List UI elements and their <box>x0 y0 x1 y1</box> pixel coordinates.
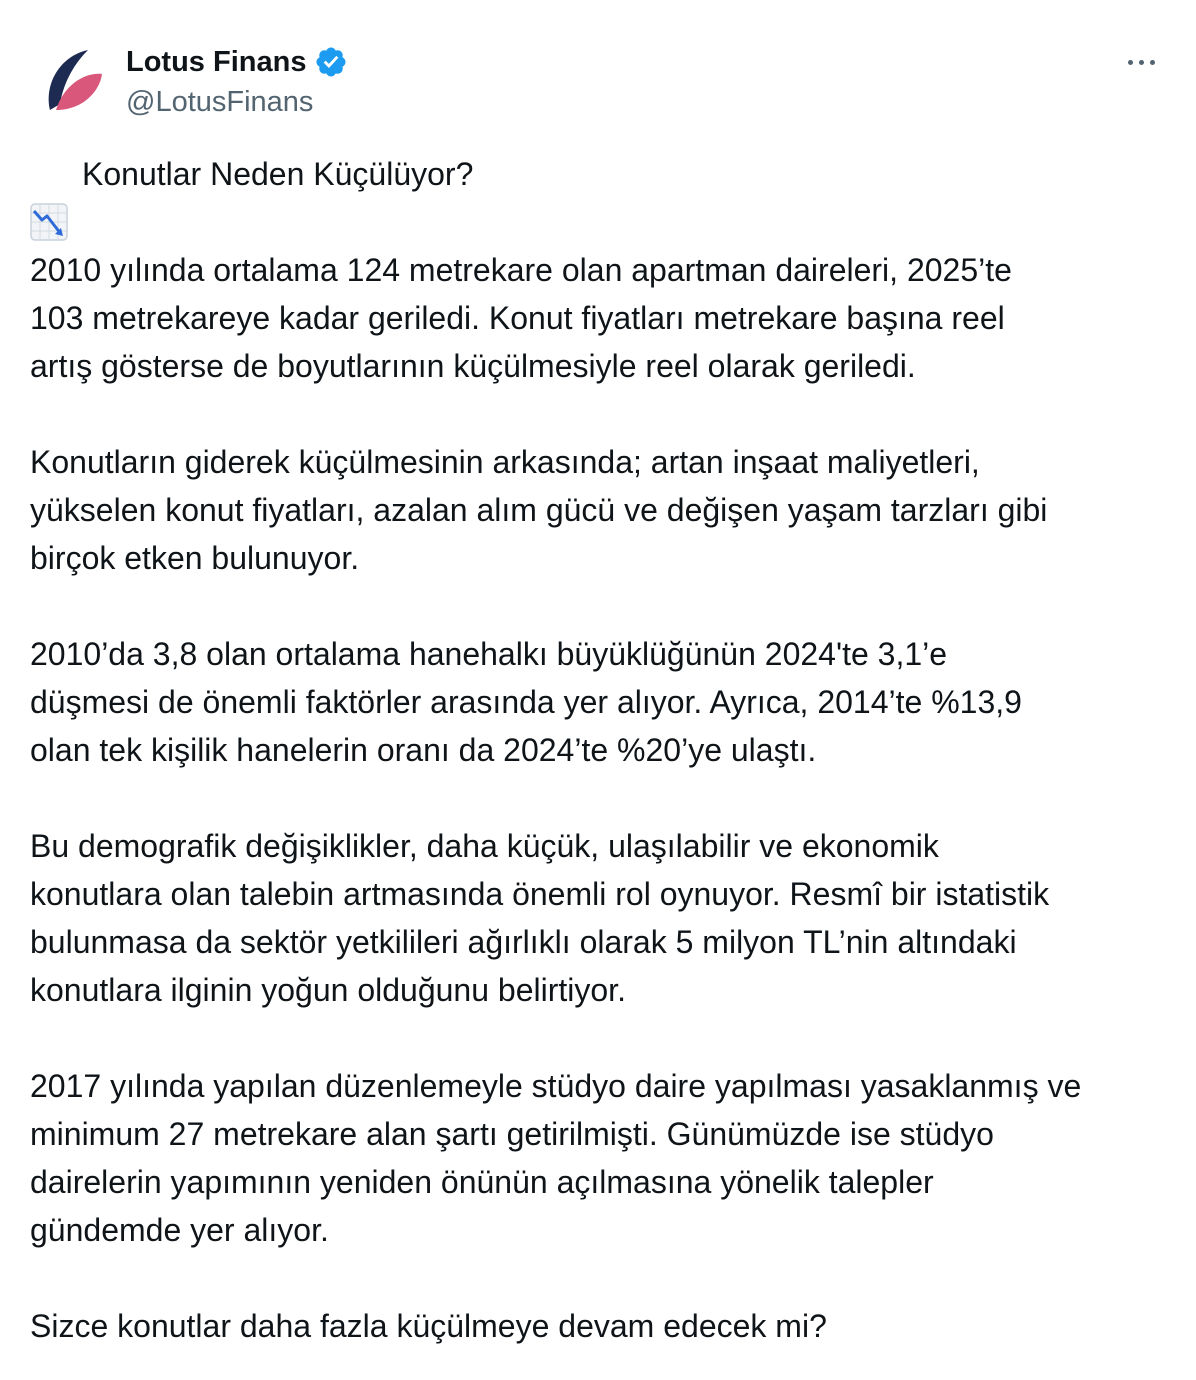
chart-decreasing-emoji-icon <box>30 155 68 193</box>
more-options-button[interactable] <box>1118 44 1164 80</box>
paragraph-2: Konutların giderek küçülmesinin arkasında; artan inşaat maliyetleri, yükselen konut fiyatları, azalan alım gücü ve değişen yaşam tarzları gibi birçok etken bulunuyor. <box>30 444 1048 576</box>
paragraph-4: Bu demografik değişiklikler, daha küçük, ulaşılabilir ve ekonomik konutlara olan talebin artmasında önemli rol oynuyor. Resmî bir istatistik bulunmasa da sektör yetkilileri ağırlıklı olarak 5 milyon TL’nin altındaki konutlara ilginin yoğun olduğunu belirtiyor. <box>30 828 1050 1008</box>
more-options-icon <box>1128 60 1133 65</box>
tweet-headline <box>30 150 1170 198</box>
lotus-logo-icon <box>30 32 122 124</box>
user-handle[interactable]: @LotusFinans <box>126 86 314 118</box>
display-name[interactable]: Lotus Finans <box>126 46 307 78</box>
headline-text: Konutlar Neden Küçülüyor? <box>82 156 474 192</box>
account-info[interactable] <box>126 40 348 120</box>
paragraph-1: 2010 yılında ortalama 124 metrekare olan apartman daireleri, 2025’te 103 metrekareye kadar geriledi. Konut fiyatları metrekare başına reel artış gösterse de boyutlarının küçülmesiyle reel olarak geriledi. <box>30 252 1012 384</box>
paragraph-3: 2010’da 3,8 olan ortalama hanehalkı büyüklüğünün 2024'te 3,1’e düşmesi de önemli faktörler arasında yer alıyor. Ayrıca, 2014’te %13,9 olan tek kişilik hanelerin oranı da 2024’te %20’ye ulaştı. <box>30 636 1022 768</box>
paragraph-6: Sizce konutlar daha fazla küçülmeye devam edecek mi? <box>30 1308 827 1344</box>
paragraph-5: 2017 yılında yapılan düzenlemeyle stüdyo daire yapılması yasaklanmış ve minimum 27 metrekare alan şartı getirilmişti. Günümüzde ise stüdyo dairelerin yapımının yeniden önünün açılmasına yönelik talepler gündemde yer alıyor. <box>30 1068 1082 1248</box>
tweet-text <box>30 150 1170 1350</box>
avatar[interactable] <box>30 32 122 124</box>
verified-badge-icon[interactable] <box>314 45 348 79</box>
